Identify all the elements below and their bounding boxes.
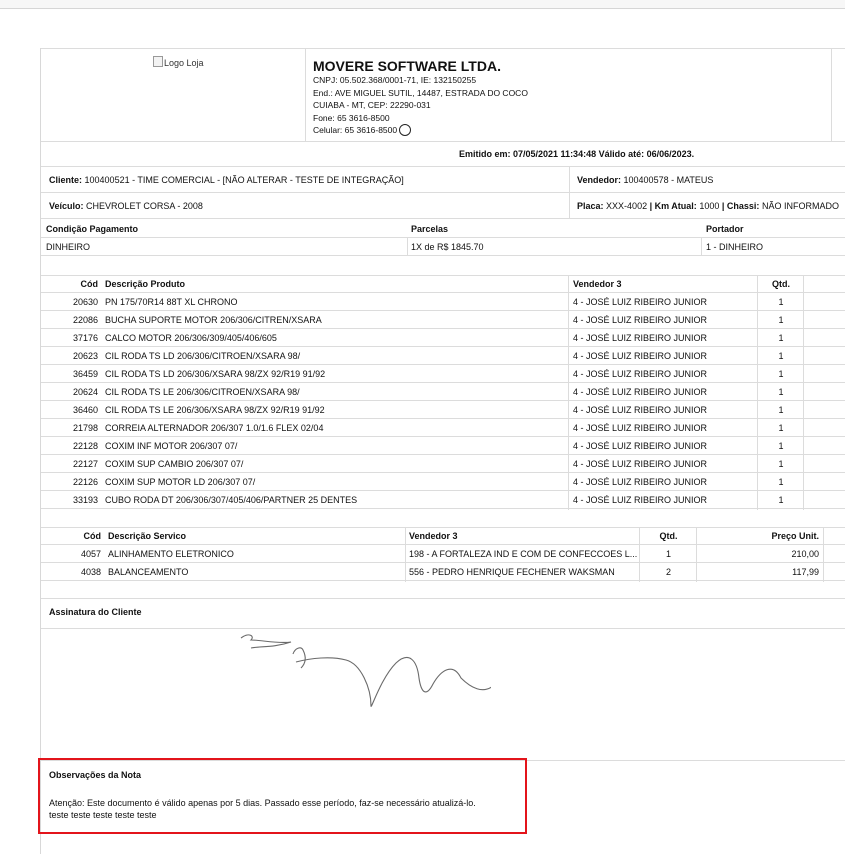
notes-line-1: Atenção: Este documento é válido apenas por 5 dias. Passado esse período, faz-se necessário atualizá-lo.: [49, 798, 476, 808]
product-seller: 4 - JOSÉ LUIZ RIBEIRO JUNIOR: [573, 369, 708, 379]
notes-highlight-box: [38, 758, 527, 834]
product-code: 20623: [72, 351, 98, 361]
service-seller: 556 - PEDRO HENRIQUE FECHENER WAKSMAN: [409, 567, 615, 577]
services-header-description: Descrição Servico: [108, 531, 187, 541]
customer-signature: [221, 618, 491, 708]
product-seller: 4 - JOSÉ LUIZ RIBEIRO JUNIOR: [573, 441, 708, 451]
product-qty: 1: [778, 297, 784, 307]
product-qty: 1: [778, 315, 784, 325]
product-code: 22128: [72, 441, 98, 451]
product-qty: 1: [778, 423, 784, 433]
payment-header-bearer: Portador: [706, 224, 744, 234]
payment-bearer: 1 - DINHEIRO: [706, 242, 764, 252]
broken-image-icon: [153, 56, 163, 67]
services-header-unit-price: Preço Unit.: [771, 531, 819, 541]
payment-installments: 1X de R$ 1845.70: [411, 242, 484, 252]
product-qty: 1: [778, 459, 784, 469]
product-description: CIL RODA TS LE 206/306/CITROEN/XSARA 98/: [105, 387, 300, 397]
service-qty: 1: [665, 549, 671, 559]
seller-field: Vendedor: 100400578 - MATEUS: [577, 175, 714, 185]
product-seller: 4 - JOSÉ LUIZ RIBEIRO JUNIOR: [573, 495, 708, 505]
company-name: MOVERE SOFTWARE LTDA.: [313, 58, 501, 74]
seller-value: 100400578 - MATEUS: [623, 175, 714, 185]
signature-title: Assinatura do Cliente: [49, 607, 142, 617]
company-phone: Fone: 65 3616-8500: [313, 112, 390, 123]
company-cell: [313, 124, 528, 137]
product-code: 37176: [72, 333, 98, 343]
product-seller: 4 - JOSÉ LUIZ RIBEIRO JUNIOR: [573, 333, 708, 343]
services-header-code: Cód: [83, 531, 101, 541]
product-code: 22127: [72, 459, 98, 469]
product-code: 21798: [72, 423, 98, 433]
product-description: CALCO MOTOR 206/306/309/405/406/605: [105, 333, 277, 343]
product-seller: 4 - JOSÉ LUIZ RIBEIRO JUNIOR: [573, 351, 708, 361]
service-code: 4038: [80, 567, 101, 577]
service-qty: 2: [665, 567, 671, 577]
whatsapp-icon: [399, 124, 411, 136]
products-header-qty: Qtd.: [772, 279, 790, 289]
services-header-qty: Qtd.: [659, 531, 678, 541]
browser-top-bar: [0, 0, 845, 9]
product-seller: 4 - JOSÉ LUIZ RIBEIRO JUNIOR: [573, 387, 708, 397]
company-cnpj: CNPJ: 05.502.368/0001-71, IE: 132150255: [313, 75, 477, 85]
product-seller: 4 - JOSÉ LUIZ RIBEIRO JUNIOR: [573, 297, 708, 307]
product-seller: 4 - JOSÉ LUIZ RIBEIRO JUNIOR: [573, 459, 708, 469]
product-qty: 1: [778, 495, 784, 505]
product-description: COXIM SUP CAMBIO 206/307 07/: [105, 459, 244, 469]
product-code: 20624: [72, 387, 98, 397]
quote-document: [40, 48, 845, 854]
product-qty: 1: [778, 477, 784, 487]
company-info: [313, 58, 528, 137]
product-seller: 4 - JOSÉ LUIZ RIBEIRO JUNIOR: [573, 405, 708, 415]
payment-header-condition: Condição Pagamento: [46, 224, 139, 234]
plate-field: Placa: XXX-4002 | Km Atual: 1000 | Chassi: NÃO INFORMADO: [577, 201, 839, 211]
payment-condition: DINHEIRO: [46, 242, 91, 252]
product-code: 33193: [72, 495, 98, 505]
product-qty: 1: [778, 369, 784, 379]
service-code: 4057: [80, 549, 101, 559]
products-header-code: Cód: [80, 279, 98, 289]
product-description: CIL RODA TS LD 206/306/XSARA 98/ZX 92/R19 91/92: [105, 369, 326, 379]
product-description: COXIM SUP MOTOR LD 206/307 07/: [105, 477, 256, 487]
product-seller: 4 - JOSÉ LUIZ RIBEIRO JUNIOR: [573, 315, 708, 325]
product-code: 22126: [72, 477, 98, 487]
product-qty: 1: [778, 405, 784, 415]
client-value: 100400521 - TIME COMERCIAL - [NÃO ALTERAR - TESTE DE INTEGRAÇÃO]: [84, 175, 404, 185]
service-description: ALINHAMENTO ELETRONICO: [108, 549, 234, 559]
product-code: 22086: [72, 315, 98, 325]
products-header-seller: Vendedor 3: [573, 279, 622, 289]
product-qty: 1: [778, 441, 784, 451]
vehicle-value: CHEVROLET CORSA - 2008: [86, 201, 203, 211]
payment-header-installments: Parcelas: [411, 224, 449, 234]
notes-title: Observações da Nota: [49, 770, 142, 780]
product-qty: 1: [778, 333, 784, 343]
product-seller: 4 - JOSÉ LUIZ RIBEIRO JUNIOR: [573, 477, 708, 487]
product-qty: 1: [778, 351, 784, 361]
service-unit-price: 210,00: [791, 549, 819, 559]
product-code: 36460: [72, 405, 98, 415]
service-seller: 198 - A FORTALEZA IND E COM DE CONFECCOES L...: [409, 549, 638, 559]
product-description: COXIM INF MOTOR 206/307 07/: [105, 441, 238, 451]
logo-alt-text: Logo Loja: [164, 58, 204, 68]
store-logo: [153, 56, 204, 68]
vehicle-field: Veículo: CHEVROLET CORSA - 2008: [49, 201, 203, 211]
client-field: Cliente: 100400521 - TIME COMERCIAL - [NÃO ALTERAR - TESTE DE INTEGRAÇÃO]: [49, 175, 404, 185]
company-cell-text: Celular: 65 3616-8500: [313, 125, 398, 135]
notes-line-2: teste teste teste teste teste: [49, 810, 157, 820]
product-description: CUBO RODA DT 206/306/307/405/406/PARTNER 25 DENTES: [105, 495, 358, 505]
products-header-description: Descrição Produto: [105, 279, 186, 289]
product-description: CIL RODA TS LE 206/306/XSARA 98/ZX 92/R19 91/92: [105, 405, 325, 415]
product-code: 20630: [72, 297, 98, 307]
product-description: CIL RODA TS LD 206/306/CITROEN/XSARA 98/: [105, 351, 301, 361]
product-code: 36459: [72, 369, 98, 379]
product-description: BUCHA SUPORTE MOTOR 206/306/CITREN/XSARA: [105, 315, 322, 325]
service-unit-price: 117,99: [792, 567, 819, 577]
company-city: CUIABA - MT, CEP: 22290-031: [313, 100, 431, 110]
product-qty: 1: [778, 387, 784, 397]
product-description: PN 175/70R14 88T XL CHRONO: [105, 297, 238, 307]
emitted-date: Emitido em: 07/05/2021 11:34:48 Válido até: 06/06/2023.: [459, 149, 695, 159]
services-header-seller: Vendedor 3: [409, 531, 458, 541]
product-description: CORREIA ALTERNADOR 206/307 1.0/1.6 FLEX 02/04: [105, 423, 324, 433]
company-address: End.: AVE MIGUEL SUTIL, 14487, ESTRADA DO COCO: [313, 87, 528, 98]
service-description: BALANCEAMENTO: [108, 567, 189, 577]
product-seller: 4 - JOSÉ LUIZ RIBEIRO JUNIOR: [573, 423, 708, 433]
